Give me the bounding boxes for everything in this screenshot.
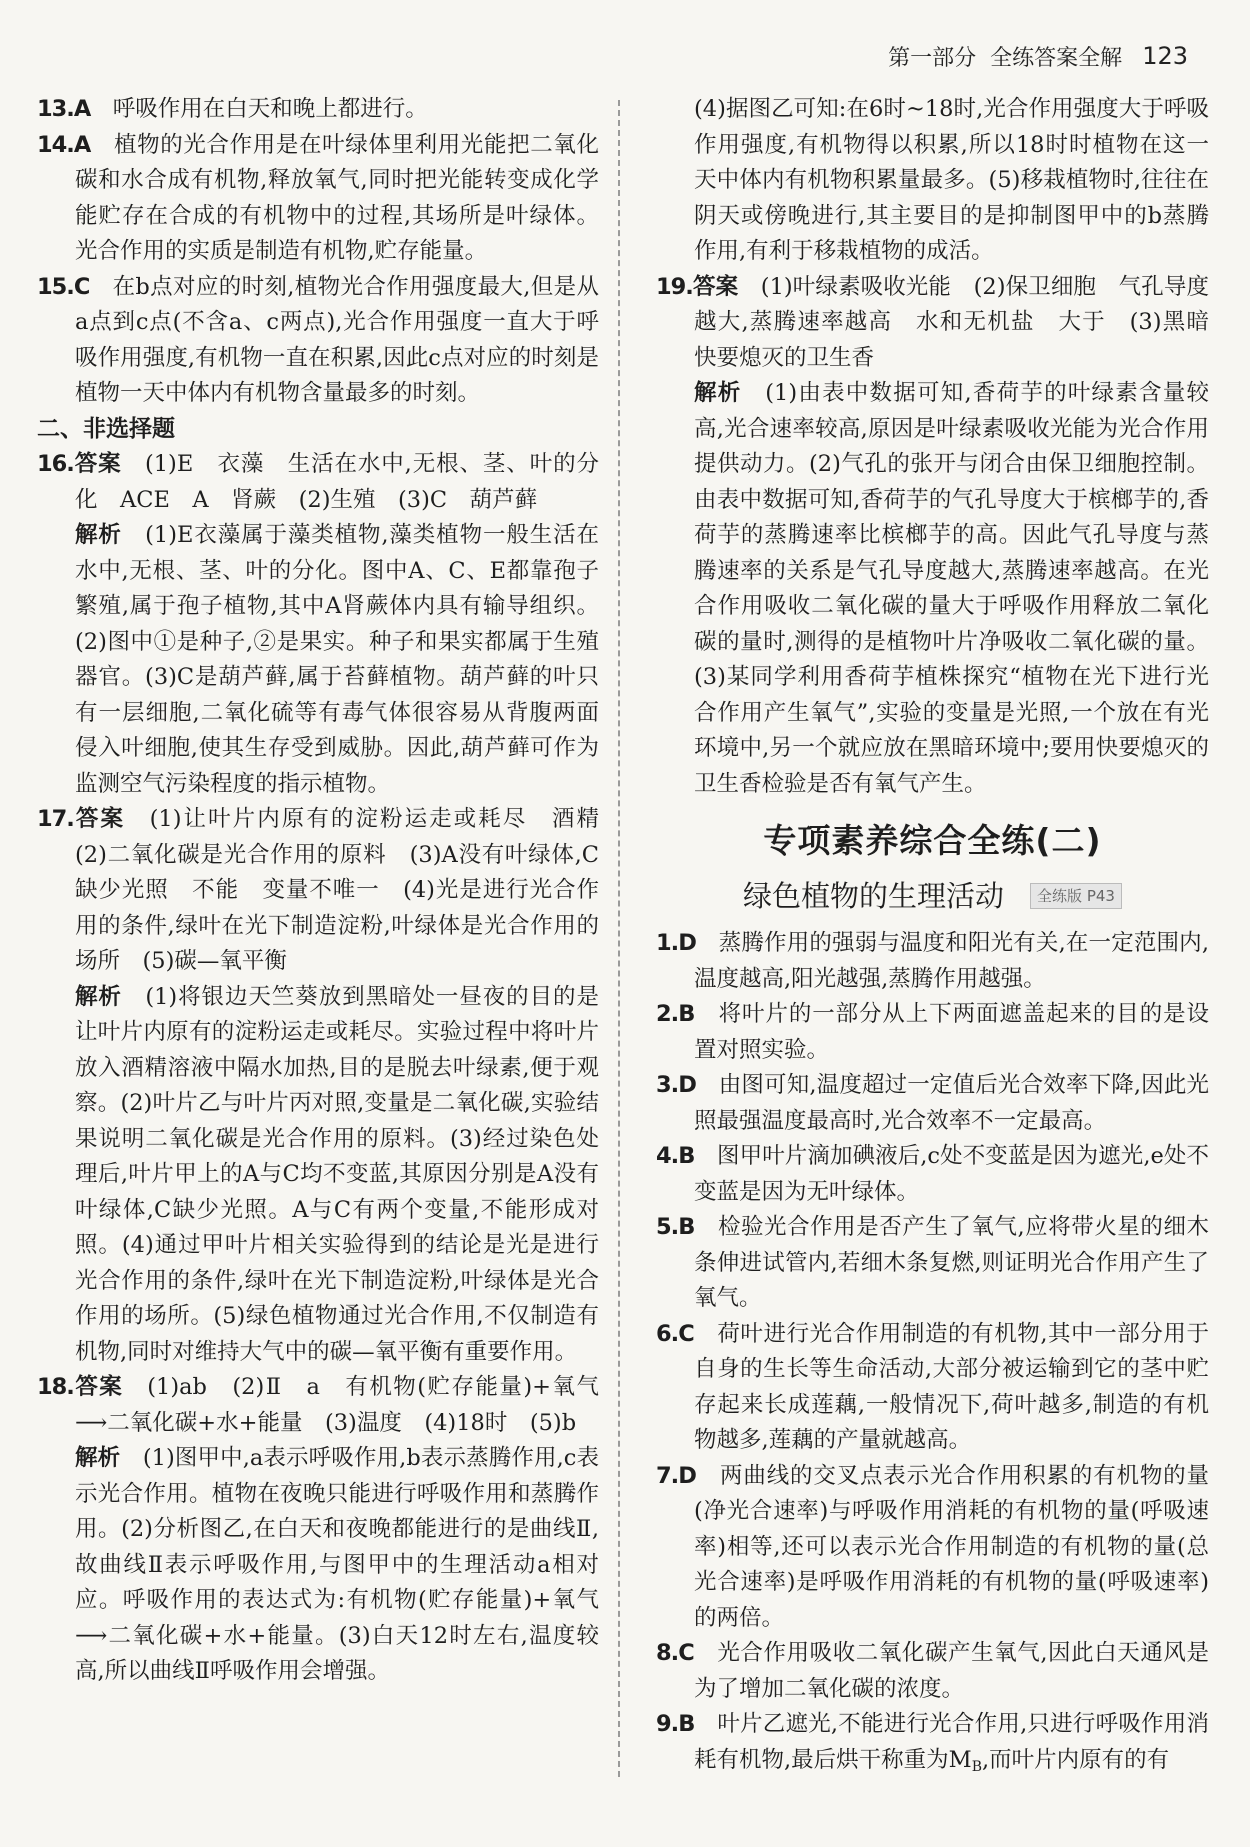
left-column xyxy=(37,92,622,1690)
page-header xyxy=(888,38,1188,74)
analysis-17: 解析 (1)将银边天竺葵放到黑暗处一昼夜的目的是让叶片内原有的淀粉运走或耗尽。实验过程中将叶片放入酒精溶液中隔水加热,目的是脱去叶绿素,便于观察。(2)叶片乙与叶片丙对照,变量是二氧化碳,实验结果说明二氧化碳是光合作用的原料。(3)经过染色处理后,叶片甲上的A与C均不变蓝,其原因分别是A没有叶绿体,C缺少光照。A与C有两个变量,不能形成对照。(4)通过甲叶片相关实验得到的结论是光是进行光合作用的条件,绿叶在光下制造淀粉,叶绿体是光合作用的场所。(5)绿色植物通过光合作用,不仅制造有机物,同时对维持大气中的碳—氧平衡有重要作用。 xyxy=(75,983,599,1365)
special-subtitle: 绿色植物的生理活动 xyxy=(743,879,1005,913)
special-section-title xyxy=(656,814,1209,868)
analysis-16: 解析 (1)E衣藻属于藻类植物,藻类植物一般生活在水中,无根、茎、叶的分化。图中A、C、E都靠孢子繁殖,属于孢子植物,其中A肾蕨体内具有输导组织。(2)图中①是种子,②是果实。种子和果实都属于生殖器官。(3)C是葫芦藓,属于苔藓植物。葫芦藓的叶只有一层细胞,二氧化硫等有毒气体很容易从背腹两面侵入叶细胞,使其生存受到威胁。因此,葫芦藓可作为监测空气污染程度的指示植物。 xyxy=(75,522,599,797)
page-number: 123 xyxy=(1142,42,1188,70)
answer-13: 13.A 呼吸作用在白天和晚上都进行。 xyxy=(37,96,428,122)
answer-18: 18.答案 (1)ab (2)Ⅱ a 有机物(贮存能量)+氧气⟶二氧化碳+水+能量 (3)温度 (4)18时 (5)b xyxy=(37,1374,599,1436)
header-part: 第一部分 xyxy=(888,45,977,71)
analysis-19: 解析 (1)由表中数据可知,香荷芋的叶绿素含量较高,光合速率较高,原因是叶绿素吸收光能为光合作用提供动力。(2)气孔的张开与闭合由保卫细胞控制。由表中数据可知,香荷芋的气孔导度大于槟榔芋的,香荷芋的蒸腾速率比槟榔芋的高。因此气孔导度与蒸腾速率的关系是气孔导度越大,蒸腾速率越高。在光合作用吸收二氧化碳的量大于呼吸作用释放二氧化碳的量时,测得的是植物叶片净吸收二氧化碳的量。(3)某同学利用香荷芋植株探究“植物在光下进行光合作用产生氧气”,实验的变量是光照,一个放在有光环境中,另一个就应放在黑暗环境中;要用快要熄灭的卫生香检验是否有氧气产生。 xyxy=(694,380,1209,797)
special-answer-3: 3.D 由图可知,温度超过一定值后光合效率下降,因此光照最强温度最高时,光合效率不一定最高。 xyxy=(656,1072,1209,1134)
special-answer-2: 2.B 将叶片的一部分从上下两面遮盖起来的目的是设置对照实验。 xyxy=(656,1001,1209,1063)
special-subtitle-row xyxy=(656,874,1209,918)
right-column xyxy=(656,92,1232,1785)
special-answer-9: 9.B 叶片乙遮光,不能进行光合作用,只进行呼吸作用消耗有机物,最后烘干称重为$M_B$,而叶片内原有的有 xyxy=(656,1711,1209,1775)
page-ref-badge: 全练版 P43 xyxy=(1030,883,1122,909)
special-answer-4: 4.B 图甲叶片滴加碘液后,c处不变蓝是因为遮光,e处不变蓝是因为无叶绿体。 xyxy=(656,1143,1209,1205)
special-answer-5: 5.B 检验光合作用是否产生了氧气,应将带火星的细木条伸进试管内,若细木条复燃,则证明光合作用产生了氧气。 xyxy=(656,1214,1209,1311)
special-answer-8: 8.C 光合作用吸收二氧化碳产生氧气,因此白天通风是为了增加二氧化碳的浓度。 xyxy=(656,1640,1209,1702)
header-section: 全练答案全解 xyxy=(990,45,1123,71)
column-divider xyxy=(618,100,620,1777)
answer-16: 16.答案 (1)E 衣藻 生活在水中,无根、茎、叶的分化 ACE A 肾蕨 (2)生殖 (3)C 葫芦藓 xyxy=(37,451,599,513)
answer-14: 14.A 植物的光合作用是在叶绿体里利用光能把二氧化碳和水合成有机物,释放氧气,同时把光能转变成化学能贮存在合成的有机物中的过程,其场所是叶绿体。光合作用的实质是制造有机物,贮存能量。 xyxy=(37,131,599,264)
answer-17: 17.答案 (1)让叶片内原有的淀粉运走或耗尽 酒精 (2)二氧化碳是光合作用的原料 (3)A没有叶绿体,C缺少光照 不能 变量不唯一 (4)光是进行光合作用的条件,绿叶在光下制造淀粉,叶绿体是光合作用的场所 (5)碳—氧平衡 xyxy=(37,806,622,974)
analysis-18: 解析 (1)图甲中,a表示呼吸作用,b表示蒸腾作用,c表示光合作用。植物在夜晚只能进行呼吸作用和蒸腾作用。(2)分析图乙,在白天和夜晚都能进行的是曲线Ⅱ,故曲线Ⅱ表示呼吸作用,与图甲中的生理活动a相对应。呼吸作用的表达式为:有机物(贮存能量)+氧气⟶二氧化碳+水+能量。(3)白天12时左右,温度较高,所以曲线Ⅱ呼吸作用会增强。 xyxy=(75,1445,599,1684)
special-title: 专项素养综合全练(二) xyxy=(763,821,1102,860)
special-answer-6: 6.C 荷叶进行光合作用制造的有机物,其中一部分用于自身的生长等生命活动,大部分被运输到它的茎中贮存起来长成莲藕,一般情况下,荷叶越多,制造的有机物越多,莲藕的产量就越高。 xyxy=(656,1320,1209,1453)
answer-15: 15.C 在b点对应的时刻,植物光合作用强度最大,但是从a点到c点(不含a、c两点),光合作用强度一直大于呼吸作用强度,有机物一直在积累,因此c点对应的时刻是植物一天中体内有机物含量最多的时刻。 xyxy=(37,273,599,406)
special-answer-7: 7.D 两曲线的交叉点表示光合作用积累的有机物的量(净光合速率)与呼吸作用消耗的有机物的量(呼吸速率)相等,还可以表示光合作用制造的有机物的量(总光合速率)是呼吸作用消耗的有机物的量(呼吸速率)的两倍。 xyxy=(656,1462,1209,1631)
section-heading: 二、非选择题 xyxy=(37,415,175,442)
analysis-18-continued: (4)据图乙可知:在6时~18时,光合作用强度大于呼吸作用强度,有机物得以积累,所以18时时植物在这一天中体内有机物积累量最多。(5)移栽植物时,往往在阴天或傍晚进行,其主要目的是抑制图甲中的b蒸腾作用,有利于移栽植物的成活。 xyxy=(694,96,1209,264)
answer-19: 19.答案 (1)叶绿素吸收光能 (2)保卫细胞 气孔导度越大,蒸腾速率越高 水和无机盐 大于 (3)黑暗 快要熄灭的卫生香 xyxy=(656,273,1232,371)
special-answer-1: 1.D 蒸腾作用的强弱与温度和阳光有关,在一定范围内,温度越高,阳光越强,蒸腾作用越强。 xyxy=(656,930,1209,992)
